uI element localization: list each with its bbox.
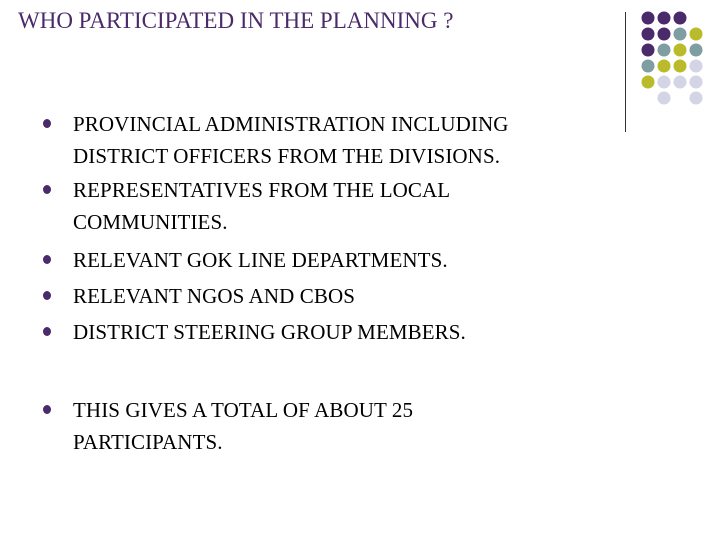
decorative-dot <box>658 92 671 105</box>
bullet-line: DISTRICT STEERING GROUP MEMBERS. <box>73 320 466 344</box>
slide-title: WHO PARTICIPATED IN THE PLANNING ? <box>18 8 454 33</box>
decorative-dot <box>674 60 687 73</box>
decorative-dot <box>658 44 671 57</box>
bullet-icon <box>43 255 51 264</box>
decorative-dot <box>658 60 671 73</box>
decorative-dot-grid <box>640 11 720 121</box>
bullet-icon <box>43 119 51 128</box>
decorative-dot <box>642 44 655 57</box>
bullet-line: COMMUNITIES. <box>73 210 228 234</box>
bullet-line: RELEVANT GOK LINE DEPARTMENTS. <box>73 248 448 272</box>
decorative-dot <box>674 76 687 89</box>
bullet-icon <box>43 185 51 194</box>
decorative-dot <box>674 44 687 57</box>
decorative-dot <box>690 76 703 89</box>
dot-grid-graphic <box>640 11 720 121</box>
decorative-dot <box>642 28 655 41</box>
bullet-icon <box>43 405 51 414</box>
bullet-line: RELEVANT NGOS AND CBOS <box>73 284 356 308</box>
decorative-dot <box>658 12 671 25</box>
bullet-line: REPRESENTATIVES FROM THE LOCAL <box>73 178 451 202</box>
decorative-dot <box>658 76 671 89</box>
decorative-dot <box>690 60 703 73</box>
decorative-dot <box>690 44 703 57</box>
decorative-dot <box>642 76 655 89</box>
decorative-dot <box>674 28 687 41</box>
decorative-dot <box>674 12 687 25</box>
decorative-dot <box>642 12 655 25</box>
bullet-icon <box>43 327 51 336</box>
bullet-icon <box>43 291 51 300</box>
decorative-dot <box>658 28 671 41</box>
decorative-dot <box>690 92 703 105</box>
bullet-line: THIS GIVES A TOTAL OF ABOUT 25 <box>73 398 414 422</box>
bullet-line: PARTICIPANTS. <box>73 430 223 454</box>
decorative-dot <box>690 28 703 41</box>
decorative-dot <box>642 60 655 73</box>
bullet-line: DISTRICT OFFICERS FROM THE DIVISIONS. <box>73 144 501 168</box>
bullet-line: PROVINCIAL ADMINISTRATION INCLUDING <box>73 112 509 136</box>
